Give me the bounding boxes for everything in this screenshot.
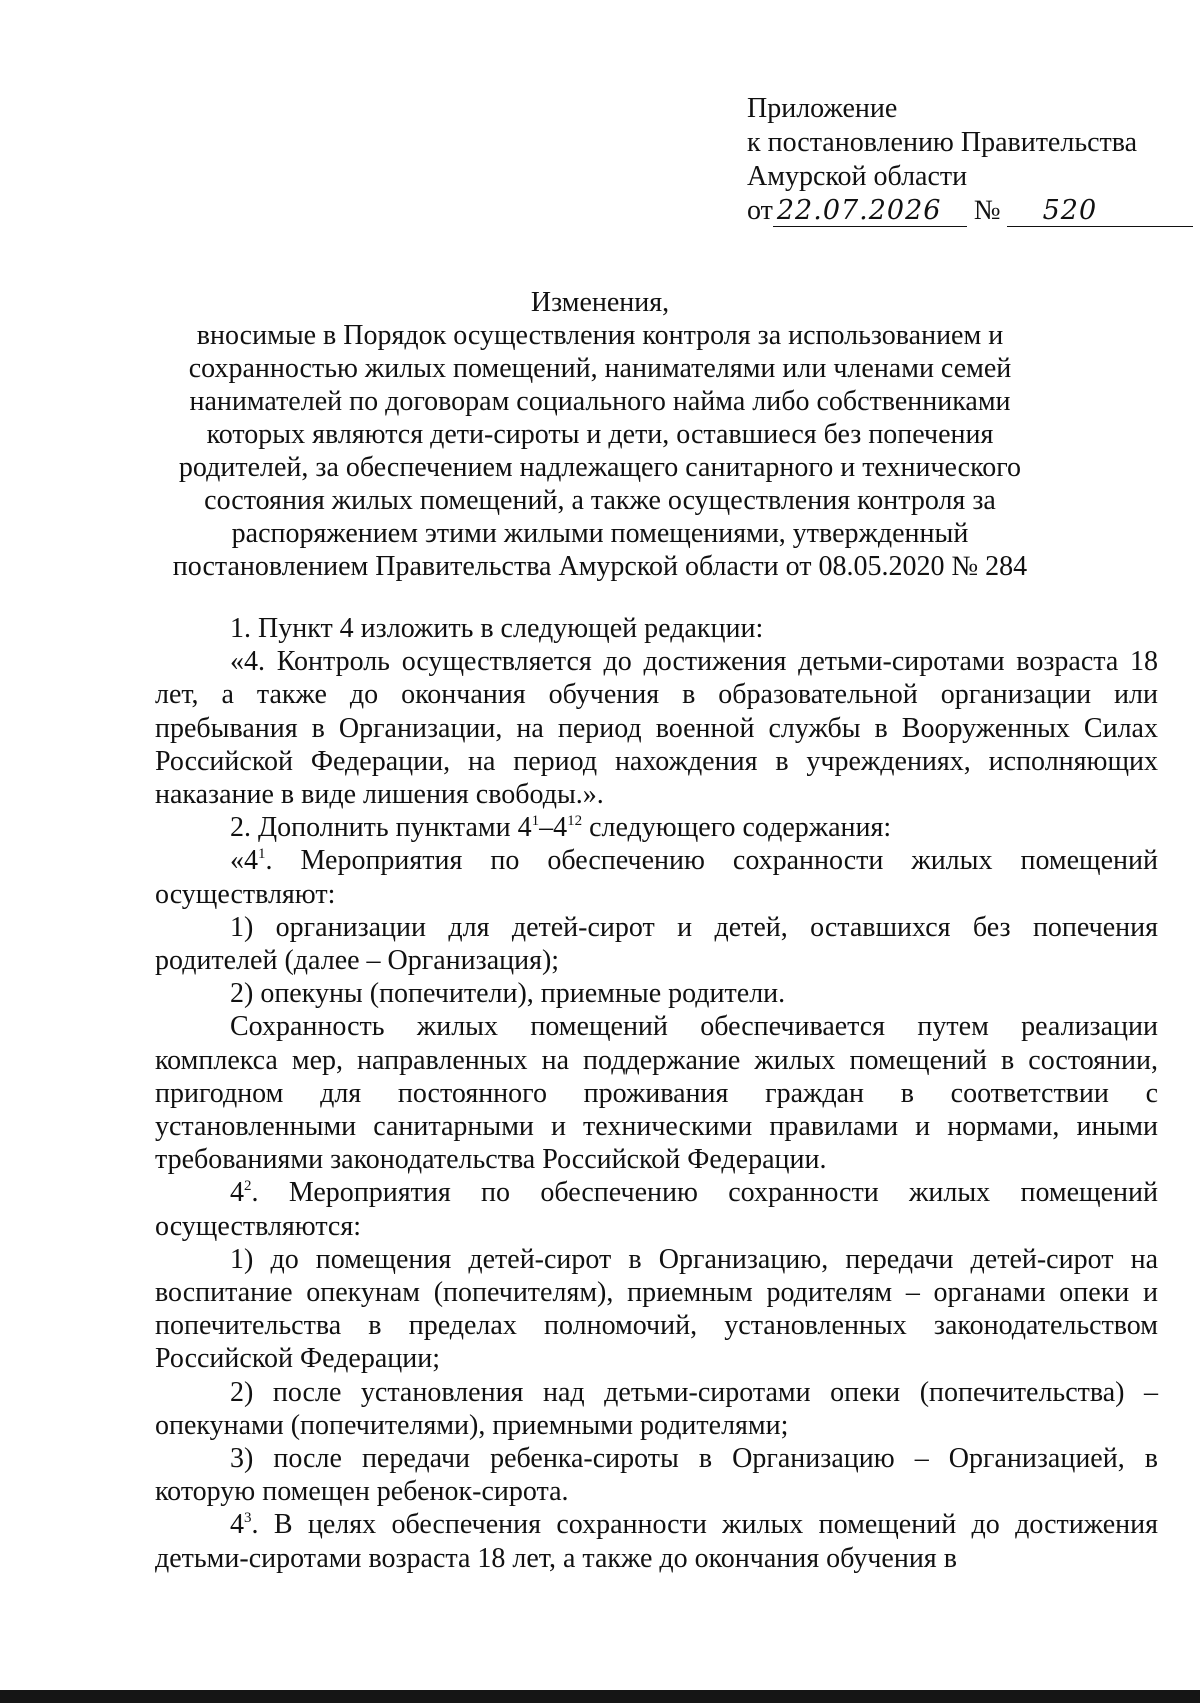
superscript: 1 [258, 846, 266, 863]
paragraph-12 [155, 1508, 1158, 1574]
paragraph-3-text-b: –4 [539, 812, 568, 844]
document-body [155, 612, 1158, 1575]
paragraph-4-prefix: «4 [230, 845, 258, 877]
paragraph-1: 1. Пункт 4 изложить в следующей редакции: [230, 613, 764, 644]
appendix-line-1: Приложение [747, 93, 898, 124]
paragraph-3-text-c: следующего содержания: [582, 812, 892, 844]
scan-bottom-edge [0, 1690, 1200, 1703]
handwritten-number: 520 [1007, 196, 1193, 227]
paragraph-8 [155, 1176, 1158, 1242]
paragraph-7: Сохранность жилых помещений обеспечивается путем реализации комплекса мер, направленных на поддержание жилых помещений в состоянии, пригодном для постоянного проживания граждан в соответствии с установленными санитарными и техническими правилами и нормами, иными требованиями законодательства Российской Федерации. [155, 1011, 1158, 1176]
document-title [150, 286, 1050, 583]
paragraph-4 [155, 844, 1158, 910]
paragraph-5: 1) организации для детей-сирот и детей, оставшихся без попечения родителей (далее – Организация); [155, 911, 1158, 977]
paragraph-2: «4. Контроль осуществляется до достижения детьми-сиротами возраста 18 лет, а также до окончания обучения в образовательной организации или пребывания в Организации, на период военной службы в Вооруженных Силах Российской Федерации, на период нахождения в учреждениях, исполняющих наказание в виде лишения свободы.». [155, 646, 1158, 811]
paragraph-6: 2) опекуны (попечители), приемные родители. [230, 978, 786, 1010]
superscript: 12 [567, 813, 583, 830]
appendix-block [747, 92, 1167, 228]
paragraph-8-prefix: 4 [230, 1177, 244, 1209]
paragraph-12-prefix: 4 [230, 1509, 244, 1541]
appendix-line-2: к постановлению Правительства [747, 127, 1138, 158]
paragraph-3-text-a: 2. Дополнить пунктами 4 [230, 812, 532, 844]
paragraph-11: 3) после передачи ребенка-сироты в Организацию – Организацией, в которую помещен ребенок-сирота. [155, 1443, 1158, 1508]
paragraph-9: 1) до помещения детей-сирот в Организацию, передачи детей-сирот на воспитание опекунам (попечителям), приемным родителям – органами опеки и попечительства в пределах полномочий, установленных законодательством Российской Федерации; [155, 1243, 1158, 1375]
superscript: 1 [531, 813, 540, 830]
superscript: 3 [244, 1510, 252, 1527]
title-subheading: вносимые в Порядок осуществления контроля за использованием и сохранностью жилых помещений, нанимателями или членами семей нанимателей по договорам социального найма либо собственниками которых являются дети-сироты и дети, оставшиеся без попечения родителей, за обеспечением надлежащего санитарного и технического состояния жилых помещений, а также осуществления контроля за распоряжением этими жилыми помещениями, утвержденный постановлением Правительства Амурской области от 08.05.2020 № 284 [172, 320, 1028, 582]
superscript: 2 [244, 1178, 252, 1195]
title-heading: Изменения, [530, 287, 670, 318]
paragraph-8-text: . Мероприятия по обеспечению сохранности жилых помещений осуществляются: [155, 1177, 1158, 1242]
paragraph-4-text: . Мероприятия по обеспечению сохранности жилых помещений осуществляют: [155, 845, 1158, 910]
paragraph-3 [155, 811, 1158, 844]
appendix-date-number-line [747, 194, 1167, 228]
paragraph-10: 2) после установления над детьми-сиротами опеки (попечительства) – опекунами (попечителями), приемными родителями; [155, 1376, 1158, 1441]
date-prefix: от [747, 195, 773, 226]
appendix-line-3: Амурской области [747, 161, 968, 192]
number-sign: № [973, 195, 1001, 226]
paragraph-12-text: . В целях обеспечения сохранности жилых помещений до достижения детьми-сиротами возраста 18 лет, а также до окончания обучения в [155, 1509, 1158, 1574]
handwritten-date: 22.07.2026 [773, 196, 967, 227]
